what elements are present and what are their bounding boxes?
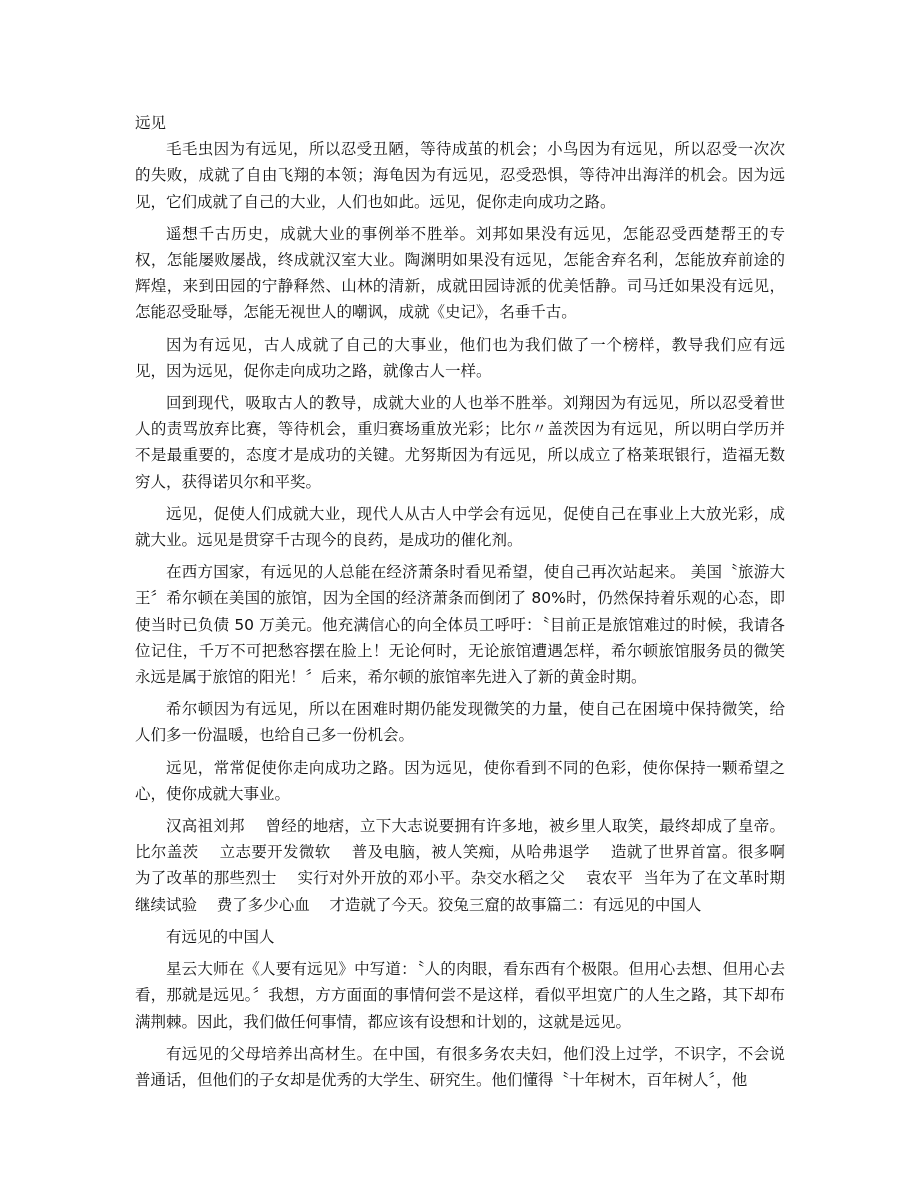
paragraph: 回到现代，吸取古人的教导，成就大业的人也举不胜举。刘翔因为有远见，所以忍受着世人的责骂放弃比赛，等待机会，重归赛场重放光彩；比尔〃盖茨因为有远见，所以明白学历并不是最重要的，态度才是成功的关键。尤努斯因为有远见，所以成立了格莱珉银行，造福无数穷人，获得诺贝尔和平奖。	[135, 394, 785, 491]
paragraph: 在西方国家，有远见的人总能在经济萧条时看见希望，使自己再次站起来。 美国〝旅游大王〞希尔顿在美国的旅馆，因为全国的经济萧条而倒闭了 80%时，仍然保持着乐观的心态，即使当时已负债 50 万美元。他充满信心的向全体员工呼吁：〝目前正是旅馆难过的时候，我请各位记住，千万不可把愁容摆在脸上！无论何时，无论旅馆遭遇怎样，希尔顿旅馆服务员的微笑永远是属于旅馆的阳光！〞后来，希尔顿的旅馆率先进入了新的黄金时期。	[135, 563, 785, 687]
paragraph: 远见，促使人们成就大业，现代人从古人中学会有远见，促使自己在事业上大放光彩，成就大业。远见是贯穿千古现今的良药，是成功的催化剂。	[135, 504, 785, 550]
paragraph: 汉高祖刘邦 曾经的地痞，立下大志说要拥有许多地，被乡里人取笑，最终却成了皇帝。比尔盖茨 立志要开发微软 普及电脑，被人笑痴，从哈弗退学 造就了世界首富。很多啊 为了改革的那些烈士 实行对外开放的邓小平。杂交水稻之父 袁农平 当年为了在文革时期继续试验 费了多少心血 才造就了今天。狡兔三窟的故事篇二：有远见的中国人	[135, 817, 805, 914]
paragraph: 因为有远见，古人成就了自己的大事业，他们也为我们做了一个榜样，教导我们应有远见，因为远见，促你走向成功之路，就像古人一样。	[135, 335, 785, 380]
document-title: 远见	[135, 114, 167, 132]
paragraph: 远见，常常促使你走向成功之路。因为远见，使你看到不同的色彩，使你保持一颗希望之心，使你成就大事业。	[135, 758, 785, 803]
paragraph: 星云大师在《人要有远见》中写道：〝人的肉眼，看东西有个极限。但用心去想、但用心去看，那就是远见。〞我想，方方面面的事情何尝不是这样，看似平坦宽广的人生之路，其下却布满荆棘。因此，我们做任何事情，都应该有设想和计划的，这就是远见。	[135, 960, 785, 1031]
section-heading: 有远见的中国人	[166, 927, 275, 946]
paragraph: 希尔顿因为有远见，所以在困难时期仍能发现微笑的力量，使自己在困境中保持微笑，给人们多一份温暖，也给自己多一份机会。	[135, 700, 785, 745]
paragraph: 毛毛虫因为有远见，所以忍受丑陋，等待成茧的机会；小鸟因为有远见，所以忍受一次次的失败，成就了自由飞翔的本领；海龟因为有远见，忍受恐惧，等待冲出海洋的机会。因为远见，它们成就了自己的大业，人们也如此。远见，促你走向成功之路。	[135, 140, 785, 211]
document-body	[135, 110, 805, 1099]
paragraph: 遥想千古历史，成就大业的事例举不胜举。刘邦如果没有远见，怎能忍受西楚帮王的专权，怎能屡败屡战，终成就汉室大业。陶渊明如果没有远见，怎能舍弃名利，怎能放弃前途的辉煌，来到田园的宁静释然、山林的清新，成就田园诗派的优美恬静。司马迁如果没有远见，怎能忍受耻辱，怎能无视世人的嘲讽，成就《史记》，名垂千古。	[135, 224, 785, 322]
paragraph: 有远见的父母培养出高材生。在中国，有很多务农夫妇，他们没上过学，不识字，不会说普通话，但他们的子女却是优秀的大学生、研究生。他们懂得〝十年树木，百年树人〞，他	[135, 1044, 785, 1089]
